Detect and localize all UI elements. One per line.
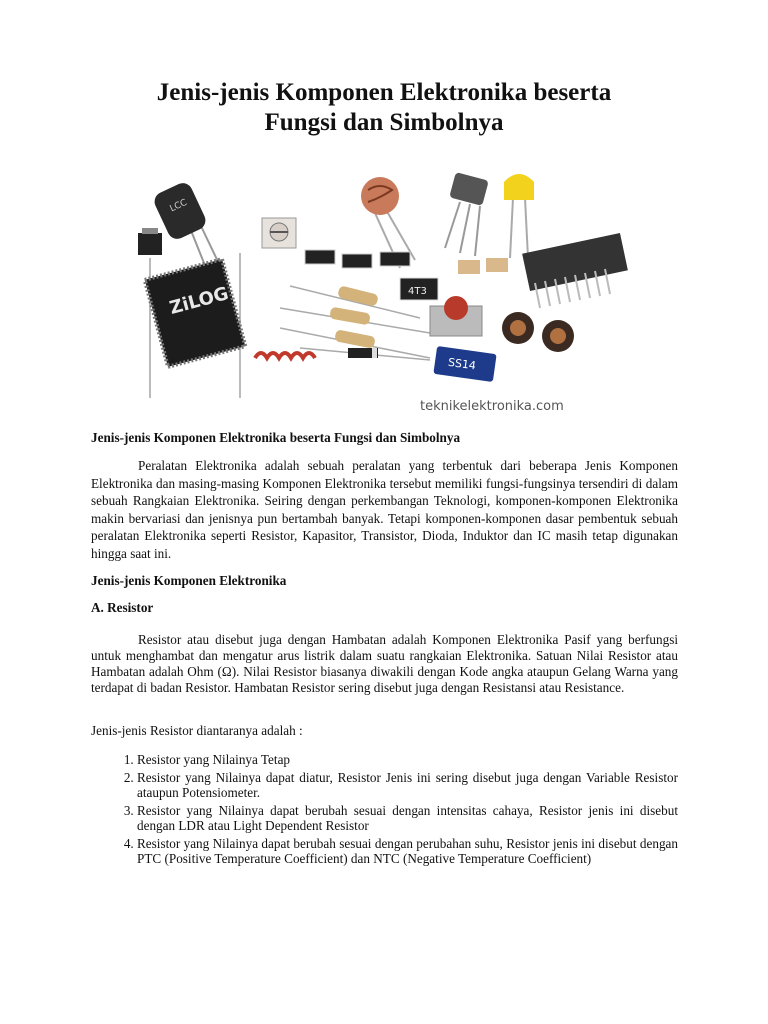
watermark-text: teknikelektronika.com (420, 399, 564, 414)
smd-resistors (305, 250, 438, 300)
transistor (445, 172, 489, 256)
zilog-microcontroller (145, 253, 246, 398)
list-item: 2. Resistor yang Nilainya dapat diatur, Resistor Jenis ini sering disebut juga dengan Variable Resistor ataupun Potensiometer. (137, 770, 678, 801)
list-item: 3. Resistor yang Nilainya dapat berubah sesuai dengan intensitas cahaya, Resistor jenis ini disebut dengan LDR atau Light Dependent Resistor (137, 803, 678, 834)
resistor-types-list (91, 752, 678, 869)
section-heading: Jenis-jenis Komponen Elektronika (91, 573, 287, 588)
resistor-paragraph: Resistor atau disebut juga dengan Hambatan adalah Komponen Elektronika Pasif yang berfungsi untuk menghambat dan mengatur arus listrik dalam suatu rangkaian Elektronika. Satuan Nilai Resistor atau Hambatan adalah Ohm (Ω). Nilai Resistor biasanya diwakili dengan Kode angka ataupun Gelang Warna yang terdapat di badan Resistor. Hambatan Resistor sering disebut juga dengan Resistansi atau Resistance. (91, 632, 678, 695)
inductor-core (510, 320, 526, 336)
regulator-tab (142, 228, 158, 234)
list-intro: Jenis-jenis Resistor diantaranya adalah : (91, 723, 303, 738)
subsection-heading-resistor: A. Resistor (91, 600, 154, 615)
list-item: 1. Resistor yang Nilainya Tetap (137, 752, 678, 768)
title-line-2: Fungsi dan Simbolnya (264, 109, 504, 136)
capacitor-label: LCC (168, 197, 189, 215)
ceramic-capacitor-2 (486, 258, 508, 272)
components-illustration (130, 168, 630, 420)
regulator-chip (138, 233, 162, 255)
intro-paragraph: Peralatan Elektronika adalah sebuah peralatan yang terbentuk dari beberapa Jenis Komponen Elektronika dan masing-masing Komponen Elektronika tersebut memiliki fungsi-fungsinya tersendiri di dalam sebuah Rangkaian Elektronika. Seiring dengan perkembangan Teknologi, komponen-komponen Elektronika makin bervariasi dan jenisnya pun bertambah banyak. Tetapi komponen-komponen dasar pembentuk sebuah peralatan Elektronika seperti Resistor, Kapasitor, Transistor, Dioda, Induktor dan IC masih tetap digunakan hingga saat ini. (91, 458, 678, 561)
document-title (0, 78, 768, 138)
ss14-label: SS14 (447, 355, 477, 373)
ceramic-capacitor (458, 260, 480, 274)
yellow-led (504, 174, 534, 258)
air-coil (255, 353, 315, 358)
chip-brand-label: ZiLOG (167, 283, 231, 319)
title-line-1: Jenis-jenis Komponen Elektronika beserta (156, 79, 612, 106)
list-item: 4. Resistor yang Nilainya dapat berubah sesuai dengan perubahan suhu, Resistor jenis ini disebut dengan PTC (Positive Temperature Coefficient) dan NTC (Negative Temperature Coefficient) (137, 836, 678, 867)
intro-heading: Jenis-jenis Komponen Elektronika beserta Fungsi dan Simbolnya (91, 430, 461, 445)
smd-label: 4T3 (408, 286, 427, 297)
ss14-diode (433, 346, 496, 382)
power-ic (522, 233, 628, 308)
trimmer-potentiometer (262, 218, 296, 248)
components-photo (130, 168, 630, 420)
inductor-core-2 (550, 328, 566, 344)
tactile-switch (430, 296, 482, 336)
